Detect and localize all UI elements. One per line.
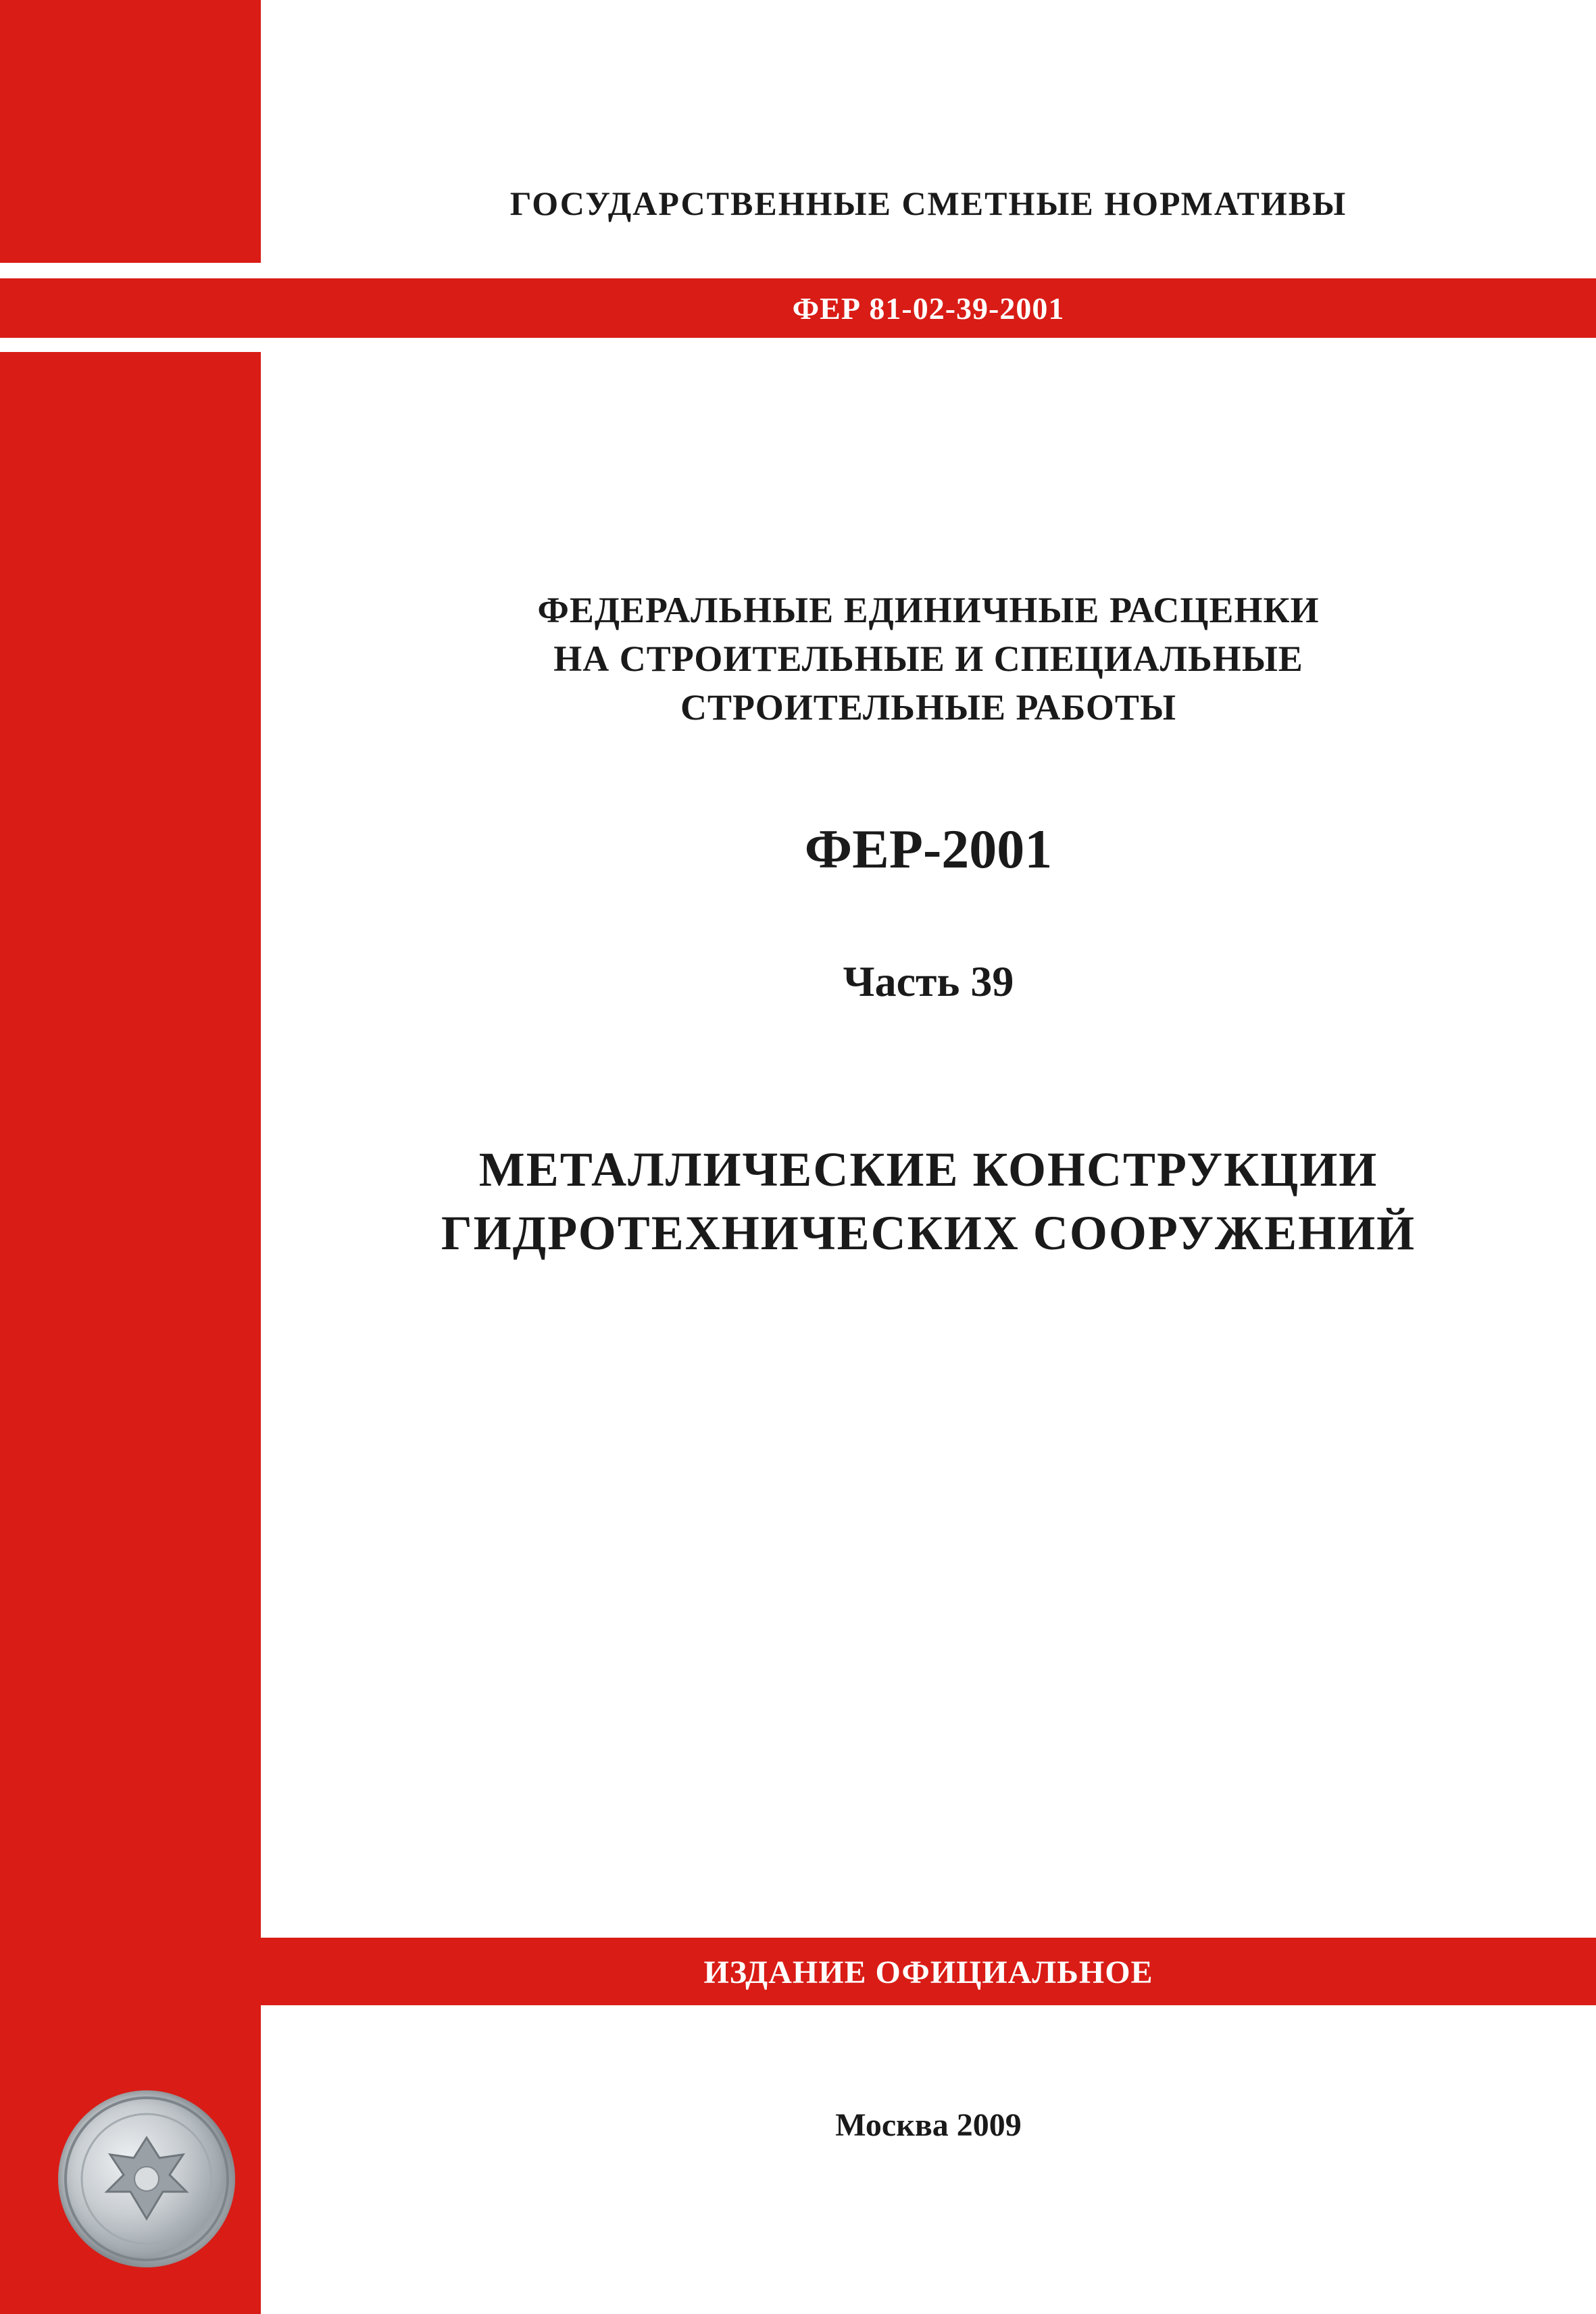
subject-line-2: ГИДРОТЕХНИЧЕСКИХ СООРУЖЕНИЙ [441, 1206, 1416, 1260]
edition-band [0, 1938, 1596, 2005]
edition-text: ИЗДАНИЕ ОФИЦИАЛЬНОЕ [703, 1955, 1153, 1990]
cover-header: ГОСУДАРСТВЕННЫЕ СМЕТНЫЕ НОРМАТИВЫ [509, 184, 1347, 222]
part-label: Часть 39 [843, 957, 1014, 1005]
subject-line-1: МЕТАЛЛИЧЕСКИЕ КОНСТРУКЦИИ [478, 1142, 1378, 1197]
title-line-3: СТРОИТЕЛЬНЫЕ РАБОТЫ [680, 687, 1176, 728]
code-text: ФЕР 81-02-39-2001 [792, 291, 1065, 326]
imprint: Москва 2009 [835, 2107, 1022, 2143]
series-title: ФЕР-2001 [804, 818, 1053, 880]
code-band [0, 278, 1596, 338]
title-line-2: НА СТРОИТЕЛЬНЫЕ И СПЕЦИАЛЬНЫЕ [553, 638, 1303, 679]
hologram-seal-icon [58, 2090, 235, 2267]
red-strip-top [0, 0, 261, 263]
title-line-1: ФЕДЕРАЛЬНЫЕ ЕДИНИЧНЫЕ РАСЦЕНКИ [537, 590, 1320, 630]
